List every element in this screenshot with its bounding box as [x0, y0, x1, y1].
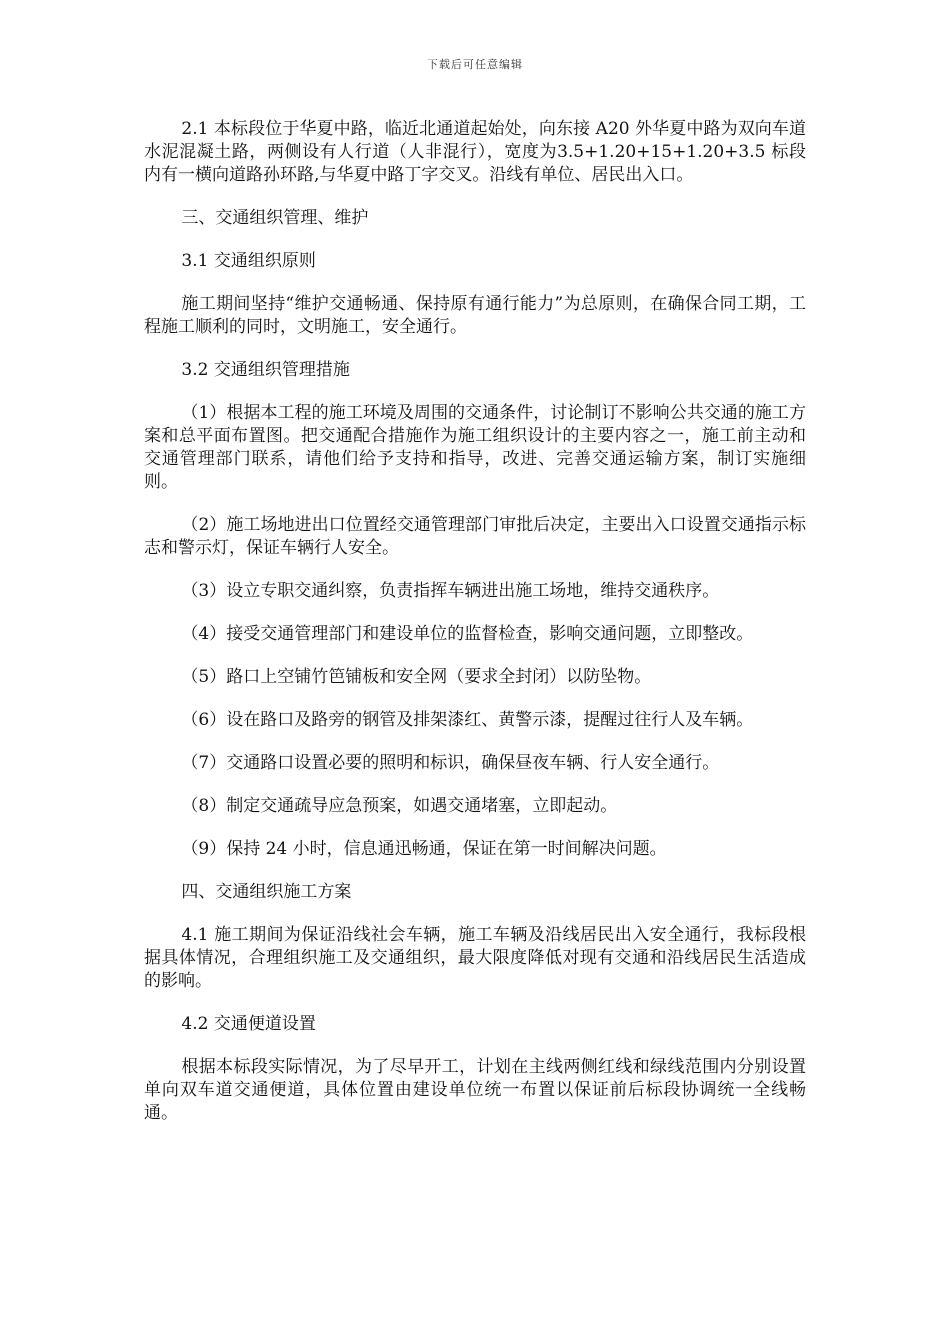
- paragraph-4-2: 根据本标段实际情况，为了尽早开工，计划在主线两侧红线和绿线范围内分别设置单向双车道交通便道，具体位置由建设单位统一布置以保证前后标段协调统一全线畅通。: [144, 1057, 806, 1123]
- measure-item-6: （6）设在路口及路旁的钢管及排架漆红、黄警示漆，提醒过往行人及车辆。: [181, 710, 754, 730]
- document-body: [144, 118, 806, 1145]
- subheading-3-2: 3.2 交通组织管理措施: [181, 360, 350, 380]
- paragraph-4-1: 4.1 施工期间为保证沿线社会车辆，施工车辆及沿线居民出入安全通行，我标段根据具体情况，合理组织施工及交通组织，最大限度降低对现有交通和沿线居民生活造成的影响。: [144, 925, 806, 991]
- paragraph-3-1: 施工期间坚持“维护交通畅通、保持原有通行能力”为总原则，在确保合同工期，工程施工顺利的同时，文明施工，安全通行。: [144, 294, 806, 337]
- measure-item-5: （5）路口上空铺竹笆铺板和安全网（要求全封闭）以防坠物。: [181, 667, 652, 687]
- paragraph-2-1: 2.1 本标段位于华夏中路，临近北通道起始处，向东接 A20 外华夏中路为双向车道水泥混凝土路，两侧设有人行道（人非混行），宽度为3.5+1.20+15+1.20+3.5 标段内有一横向道路孙环路,与华夏中路丁字交叉。沿线有单位、居民出入口。: [144, 119, 806, 185]
- section-heading-3: 三、交通组织管理、维护: [181, 208, 369, 228]
- section-heading-4: 四、交通组织施工方案: [181, 882, 352, 902]
- measure-item-3: （3）设立专职交通纠察，负责指挥车辆进出施工场地，维持交通秩序。: [181, 581, 720, 601]
- subheading-4-2: 4.2 交通便道设置: [181, 1014, 316, 1034]
- measure-item-7: （7）交通路口设置必要的照明和标识，确保昼夜车辆、行人安全通行。: [181, 753, 720, 773]
- subheading-3-1: 3.1 交通组织原则: [181, 251, 316, 271]
- measure-item-8: （8）制定交通疏导应急预案，如遇交通堵塞，立即起动。: [181, 796, 618, 816]
- measure-item-9: （9）保持 24 小时，信息通迅畅通，保证在第一时间解决问题。: [181, 839, 667, 859]
- header-note: 下载后可任意编辑: [427, 58, 523, 71]
- measure-item-1: （1）根据本工程的施工环境及周围的交通条件，讨论制订不影响公共交通的施工方案和总平面布置图。把交通配合措施作为施工组织设计的主要内容之一，施工前主动和交通管理部门联系，请他们给予支持和指导，改进、完善交通运输方案，制订实施细则。: [144, 403, 806, 492]
- measure-item-4: （4）接受交通管理部门和建设单位的监督检查，影响交通问题，立即整改。: [181, 624, 754, 644]
- measure-item-2: （2）施工场地进出口位置经交通管理部门审批后决定，主要出入口设置交通指示标志和警示灯，保证车辆行人安全。: [144, 515, 806, 558]
